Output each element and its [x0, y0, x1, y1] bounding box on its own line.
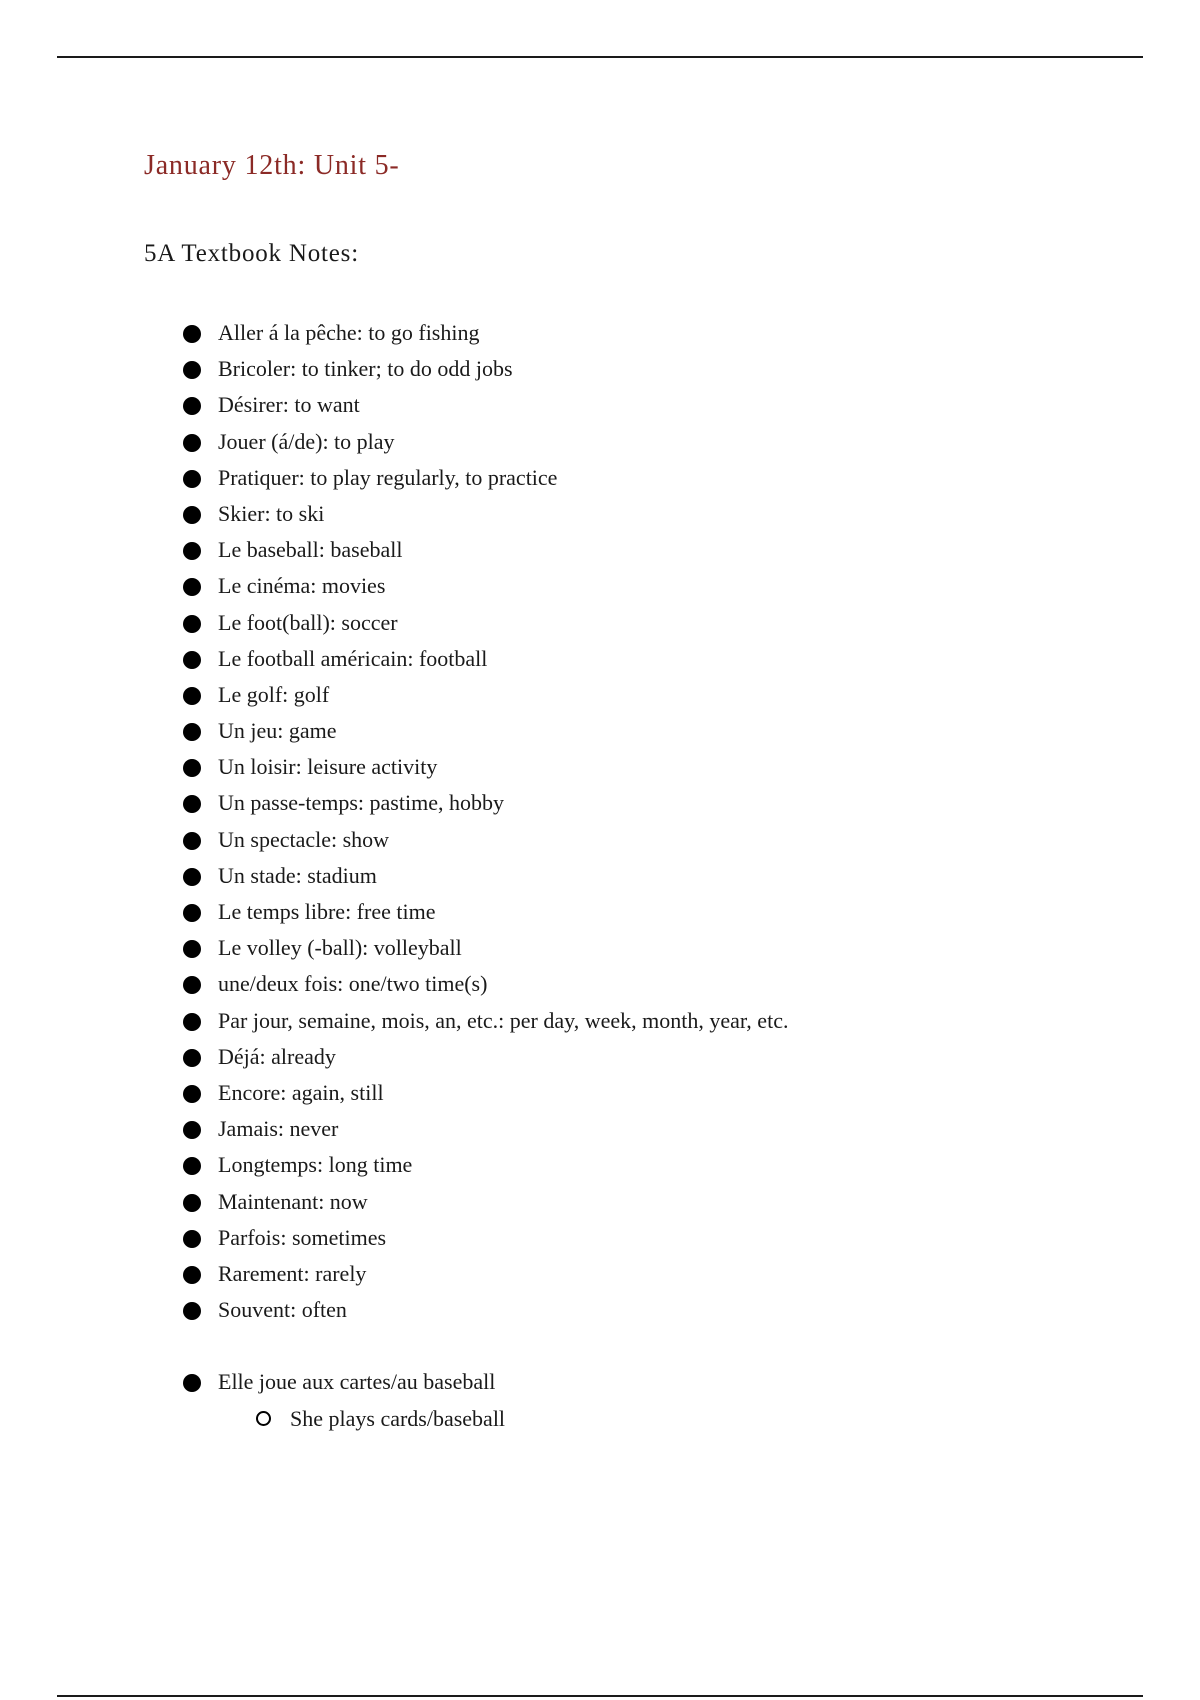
list-item	[180, 858, 788, 894]
list-item	[180, 351, 788, 387]
list-item	[180, 1111, 788, 1147]
bullet-icon	[183, 940, 201, 958]
list-item	[180, 460, 788, 496]
list-item	[180, 1147, 788, 1183]
bullet-icon	[183, 832, 201, 850]
page-title: January 12th: Unit 5-	[144, 150, 400, 181]
bullet-icon	[183, 1049, 201, 1067]
list-item-text: Le baseball: baseball	[218, 537, 403, 563]
list-item	[180, 677, 788, 713]
list-item	[180, 1184, 788, 1220]
hollow-bullet-icon	[256, 1411, 271, 1426]
list-item	[180, 568, 788, 604]
bullet-icon	[183, 1302, 201, 1320]
example-sentence: Elle joue aux cartes/au baseball	[218, 1369, 496, 1395]
list-item-text: Déjá: already	[218, 1043, 336, 1069]
list-item-text: Un passe-temps: pastime, hobby	[218, 790, 504, 816]
vocabulary-list	[180, 315, 788, 1437]
bullet-icon	[183, 1013, 201, 1031]
list-item-text: Le temps libre: free time	[218, 899, 436, 924]
list-item-text: Souvent: often	[218, 1297, 347, 1323]
list-item-text: Jamais: never	[218, 1116, 339, 1142]
bullet-icon	[183, 361, 201, 379]
top-divider	[57, 56, 1143, 58]
bullet-icon	[183, 687, 201, 705]
bullet-icon	[183, 1121, 201, 1139]
list-item	[180, 713, 788, 749]
section-heading: 5A Textbook Notes:	[144, 240, 359, 267]
list-item	[180, 1256, 788, 1292]
bullet-icon	[183, 759, 201, 777]
list-item-text: Le cinéma: movies	[218, 573, 386, 599]
list-item-text: Désirer: to want	[218, 392, 360, 418]
list-item-text: Un jeu: game	[218, 718, 337, 744]
bullet-icon	[183, 1374, 201, 1392]
list-item	[180, 822, 788, 858]
bullet-icon	[183, 397, 201, 415]
list-item-text: Skier: to ski	[218, 500, 325, 526]
list-item	[180, 1003, 788, 1039]
list-item-text: Jouer (á/de): to play	[218, 428, 395, 454]
list-item-text: Par jour, semaine, mois, an, etc.: per day, week, month, year, etc.	[218, 1007, 789, 1033]
list-item-text: Un spectacle: show	[218, 826, 390, 852]
list-item-text: Le volley (-ball): volleyball	[218, 935, 462, 961]
bullet-icon	[183, 506, 201, 524]
list-item	[180, 496, 788, 532]
bullet-icon	[183, 1157, 201, 1175]
list-item	[180, 1039, 788, 1075]
bullet-icon	[183, 325, 201, 343]
list-item	[180, 966, 788, 1002]
bullet-icon	[183, 1266, 201, 1284]
list-item	[180, 894, 788, 930]
list-item-text: Maintenant: now	[218, 1188, 368, 1214]
example-item	[180, 1364, 788, 1400]
list-item-text: Longtemps: long time	[218, 1152, 413, 1178]
list-item-text: Le football américain: football	[218, 645, 488, 671]
list-item-text: Bricoler: to tinker; to do odd jobs	[218, 356, 513, 382]
list-item	[180, 532, 788, 568]
list-item-text: Parfois: sometimes	[218, 1224, 387, 1250]
bullet-icon	[183, 723, 201, 741]
bullet-icon	[183, 1085, 201, 1103]
bullet-icon	[183, 578, 201, 596]
list-item-text: une/deux fois: one/two time(s)	[218, 971, 488, 997]
bullet-icon	[183, 434, 201, 452]
list-item-text: Rarement: rarely	[218, 1260, 367, 1286]
list-item	[180, 785, 788, 821]
bottom-divider	[57, 1695, 1143, 1697]
list-item-text: Un stade: stadium	[218, 862, 377, 888]
list-item	[180, 1292, 788, 1328]
list-item	[180, 641, 788, 677]
bullet-icon	[183, 868, 201, 886]
bullet-icon	[183, 795, 201, 813]
list-item	[180, 749, 788, 785]
list-item-text: Aller á la pêche: to go fishing	[218, 320, 480, 345]
bullet-icon	[183, 1194, 201, 1212]
example-translation: She plays cards/baseball	[290, 1405, 506, 1431]
blank-line	[180, 1328, 788, 1364]
list-item	[180, 315, 788, 351]
list-item-text: Un loisir: leisure activity	[218, 754, 438, 780]
bullet-icon	[183, 470, 201, 488]
list-item-text: Encore: again, still	[218, 1079, 384, 1105]
bullet-icon	[183, 904, 201, 922]
bullet-icon	[183, 615, 201, 633]
bullet-icon	[183, 542, 201, 560]
list-item	[180, 387, 788, 423]
list-item	[180, 1220, 788, 1256]
list-item-text: Pratiquer: to play regularly, to practice	[218, 464, 558, 490]
list-item	[180, 424, 788, 460]
list-item	[180, 605, 788, 641]
bullet-icon	[183, 651, 201, 669]
example-subitem	[180, 1401, 788, 1437]
list-item-text: Le golf: golf	[218, 681, 330, 707]
bullet-icon	[183, 1230, 201, 1248]
list-item-text: Le foot(ball): soccer	[218, 609, 398, 635]
list-item	[180, 930, 788, 966]
bullet-icon	[183, 976, 201, 994]
list-item	[180, 1075, 788, 1111]
